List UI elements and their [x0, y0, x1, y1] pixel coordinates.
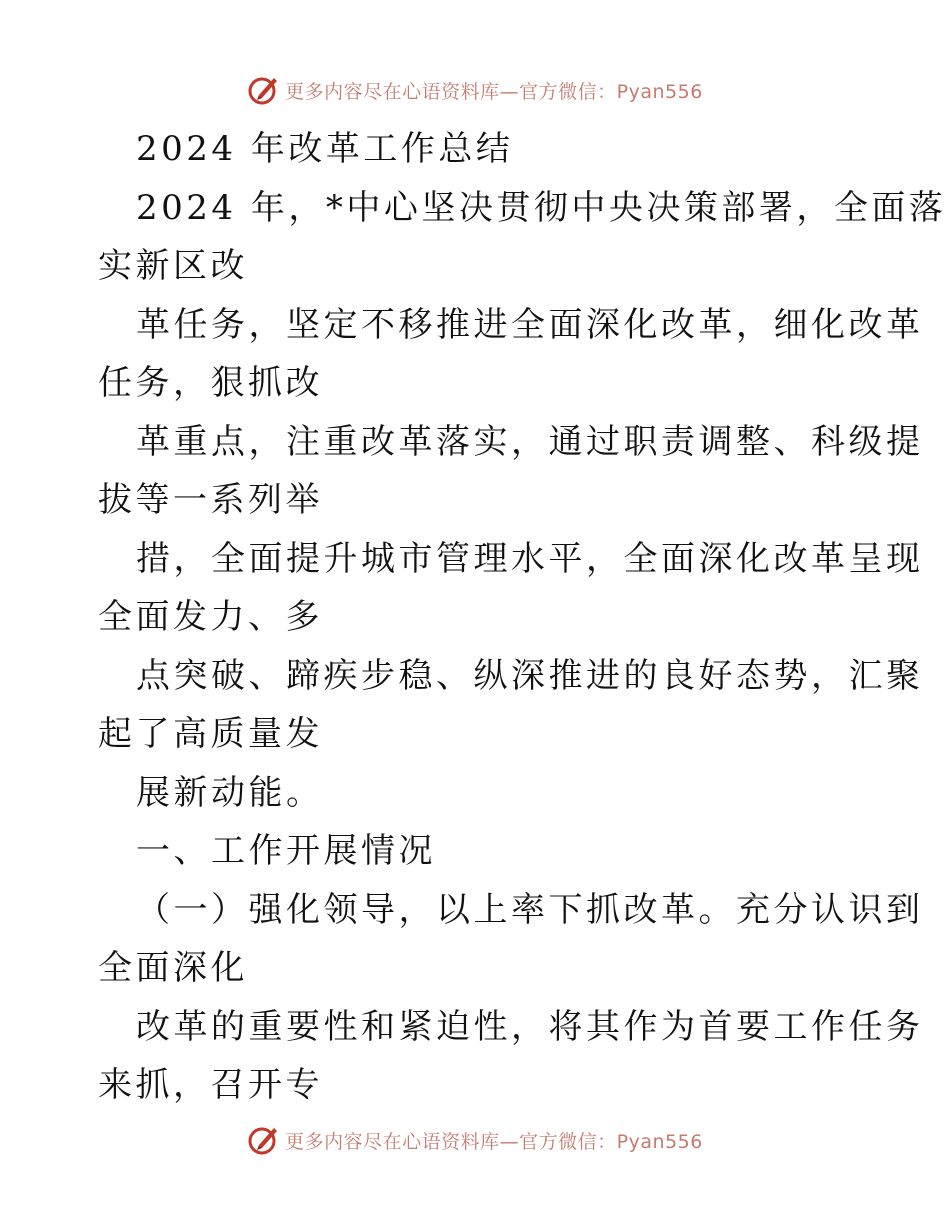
text-line: 革任务，坚定不移推进全面深化改革，细化改革 — [136, 304, 924, 345]
text-line: 来抓，召开专 — [98, 1065, 323, 1105]
text-line: 拔等一系列举 — [98, 480, 323, 520]
text-line: 起了高质量发 — [98, 714, 323, 754]
document-title: 2024 年改革工作总结 — [136, 129, 514, 169]
text-line: 全面深化 — [98, 948, 248, 988]
watermark-text: 更多内容尽在心语资料库—官方微信：Pyan556 — [285, 80, 703, 103]
text-line: 措，全面提升城市管理水平，全面深化改革呈现 — [136, 538, 924, 579]
text-line: 革重点，注重改革落实，通过职责调整、科级提 — [136, 421, 924, 462]
quill-pen-circle-icon — [247, 73, 281, 107]
wechat-id: Pyan556 — [616, 1130, 703, 1153]
text-line: 一、工作开展情况 — [136, 831, 436, 871]
text-line: （一）强化领导，以上率下抓改革。充分认识到 — [136, 889, 924, 930]
header-watermark-banner — [0, 70, 950, 110]
text-line: 实新区改 — [98, 246, 248, 286]
text-line: 点突破、蹄疾步稳、纵深推进的良好态势，汇聚 — [136, 655, 924, 696]
footer-watermark-banner — [0, 1120, 950, 1160]
text-line: 任务，狠抓改 — [98, 363, 323, 403]
watermark-text: 更多内容尽在心语资料库—官方微信：Pyan556 — [285, 1130, 703, 1153]
text-line: 展新动能。 — [136, 772, 324, 813]
text-line: 2024 年，*中心坚决贯彻中央决策部署，全面落 — [136, 187, 947, 228]
quill-pen-circle-icon — [247, 1123, 281, 1157]
text-line: 改革的重要性和紧迫性，将其作为首要工作任务 — [136, 1006, 924, 1047]
wechat-id: Pyan556 — [616, 80, 703, 103]
text-line: 全面发力、多 — [98, 597, 323, 637]
document-body — [98, 120, 947, 1115]
